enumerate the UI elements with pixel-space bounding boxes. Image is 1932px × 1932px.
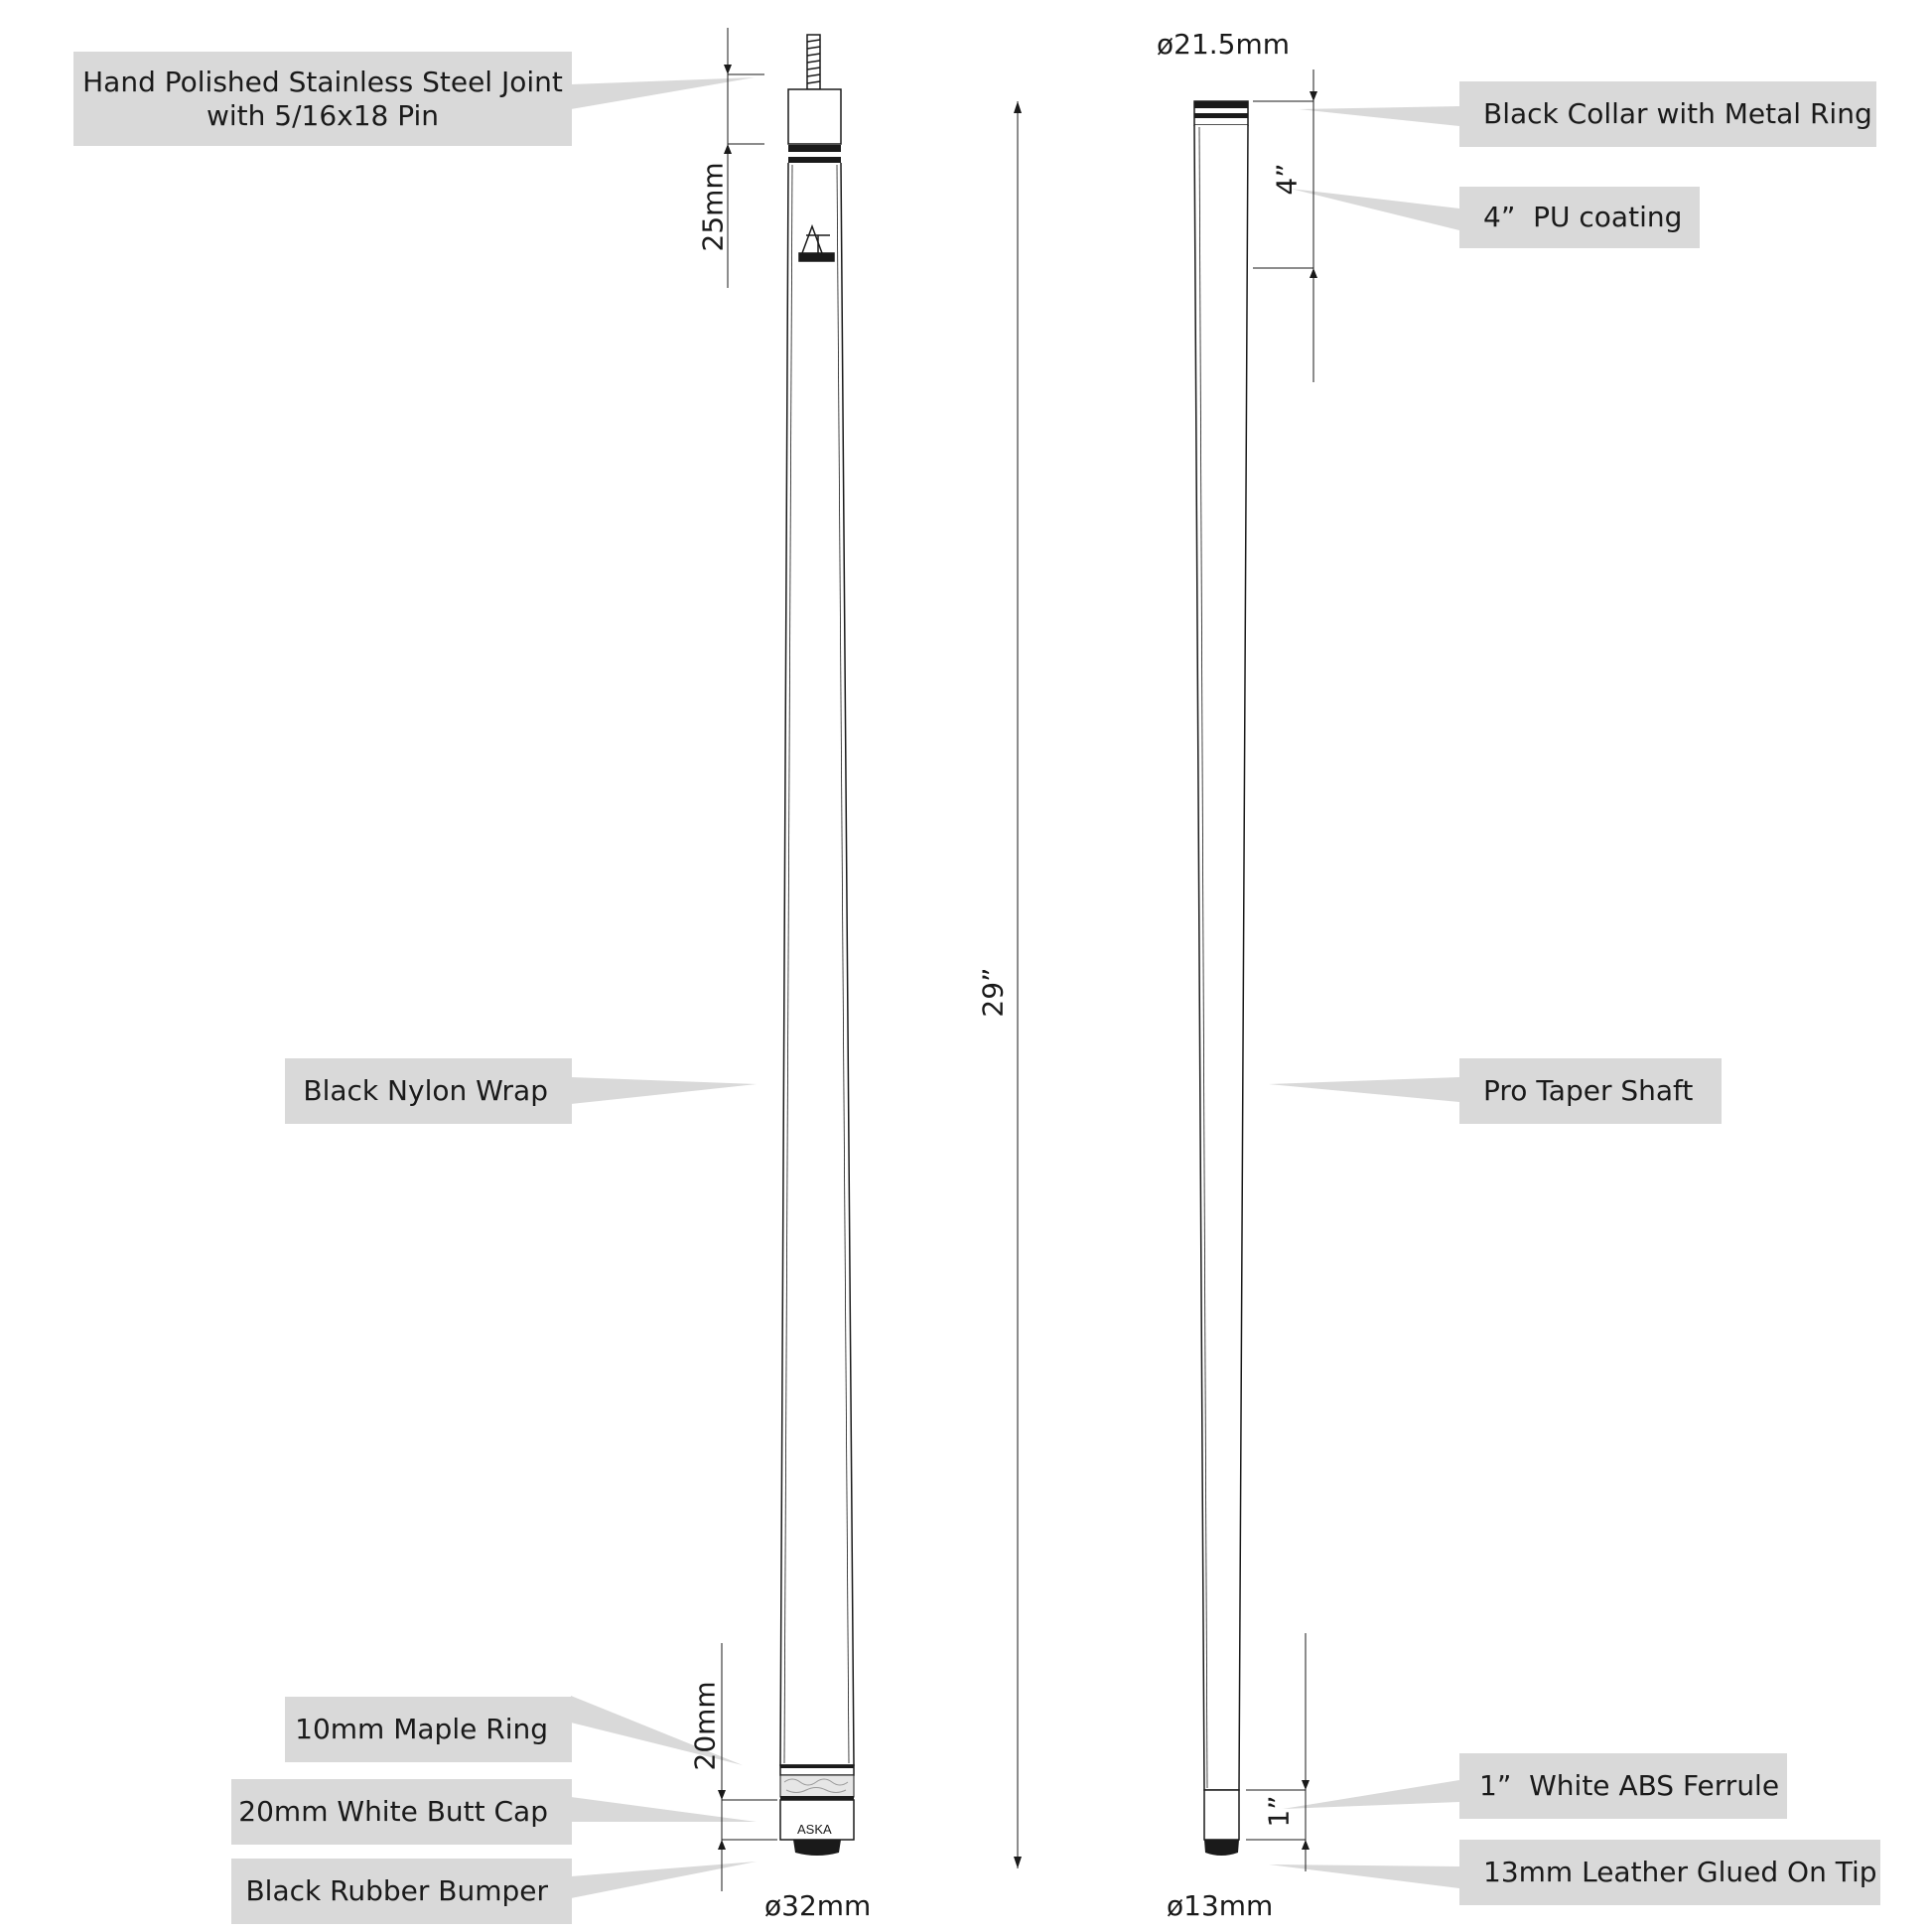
dim-total-length: 29” xyxy=(976,967,1010,1018)
label-tip: 13mm Leather Glued On Tip xyxy=(1459,1840,1880,1905)
shaft-outline xyxy=(1194,125,1248,1790)
label-nylon-wrap: Black Nylon Wrap xyxy=(285,1058,572,1124)
butt-section xyxy=(780,35,854,1856)
leather-tip xyxy=(1204,1840,1239,1856)
label-shaft: Pro Taper Shaft xyxy=(1459,1058,1722,1124)
label-joint-line2: with 5/16x18 Pin xyxy=(206,98,440,132)
label-maple-ring: 10mm Maple Ring xyxy=(285,1697,572,1762)
joint-pin xyxy=(807,35,820,89)
abs-ferrule xyxy=(1204,1790,1239,1840)
dim-tip-diameter: ø13mm xyxy=(1167,1889,1274,1922)
dim-butt-diameter: ø32mm xyxy=(764,1889,872,1922)
joint-ring-black-2 xyxy=(788,157,841,163)
butt-pattern xyxy=(780,1775,854,1797)
label-joint xyxy=(73,52,572,146)
shaft-section xyxy=(1194,101,1248,1856)
label-joint-line1: Hand Polished Stainless Steel Joint xyxy=(82,65,563,98)
butt-brand-text: ASKA xyxy=(797,1822,832,1837)
label-butt-cap: 20mm White Butt Cap xyxy=(231,1779,572,1845)
stainless-joint xyxy=(788,89,841,144)
dim-ferrule-length: 1” xyxy=(1262,1795,1296,1828)
label-pu-coating: 4” PU coating xyxy=(1459,187,1700,248)
dim-butt-cap-length: 20mm xyxy=(688,1681,722,1771)
rubber-bumper xyxy=(793,1840,841,1856)
label-ferrule: 1” White ABS Ferrule xyxy=(1459,1753,1787,1819)
label-collar: Black Collar with Metal Ring xyxy=(1459,81,1876,147)
dim-pu-length: 4” xyxy=(1270,163,1304,196)
dim-shaft-top-diameter: ø21.5mm xyxy=(1157,28,1291,61)
joint-ring-black-1 xyxy=(788,145,841,152)
label-pointers xyxy=(571,77,1459,1898)
label-bumper: Black Rubber Bumper xyxy=(231,1859,572,1924)
dim-joint-length: 25mm xyxy=(696,162,730,252)
